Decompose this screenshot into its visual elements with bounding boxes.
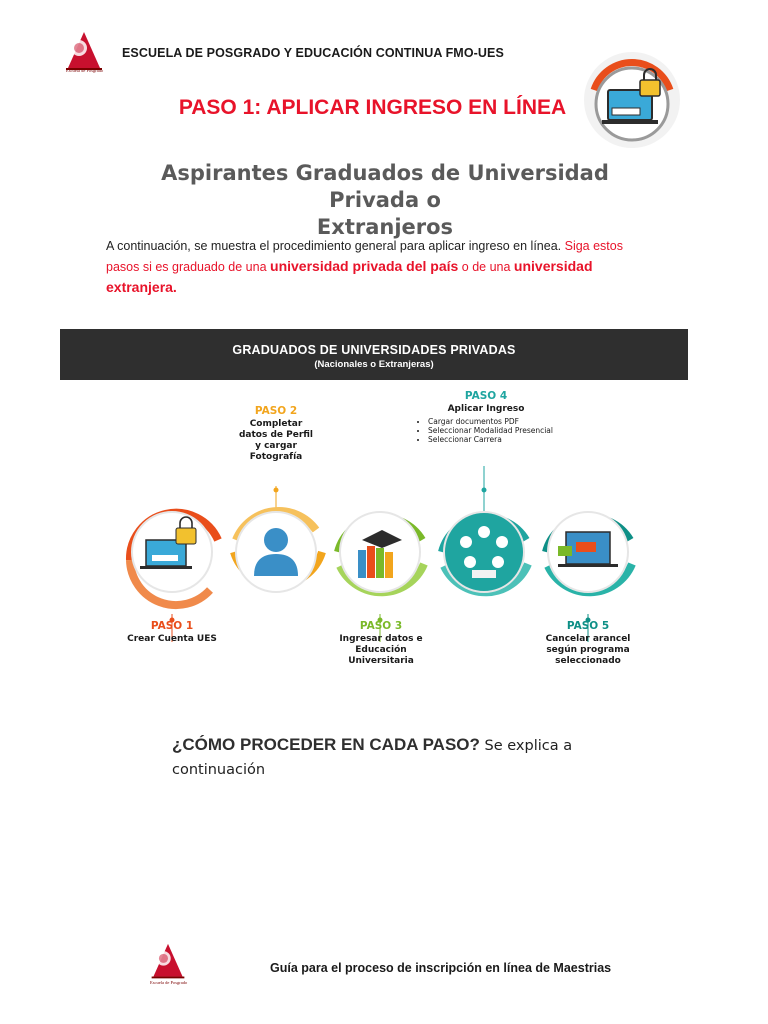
intro-text: A continuación, se muestra el procedimiento general para aplicar ingreso en línea. (106, 239, 565, 253)
logo-caption: Escuela de Posgrado (66, 68, 104, 73)
step-4-title: PASO 4 (464, 390, 508, 402)
footer-logo-caption: Escuela de Posgrado (150, 980, 188, 985)
connector-dot-step-4 (482, 488, 487, 493)
step-4-bullet: • Cargar documentos PDF (428, 417, 556, 426)
section-subtitle (120, 160, 650, 241)
infographic-title: GRADUADOS DE UNIVERSIDADES PRIVADAS (232, 343, 516, 357)
how-to-proceed-heading (172, 733, 592, 782)
step-2-text: Completar datos de Perfil y cargar Fotografía (238, 419, 314, 462)
step-4-bullet: • Seleccionar Carrera (428, 435, 556, 444)
step-4-circle (442, 512, 528, 592)
infographic-subtitle: (Nacionales o Extranjeras) (314, 359, 434, 370)
step-4-bullets (416, 417, 556, 444)
footer-text: Guía para el proceso de inscripción en línea de Maestrias (270, 961, 612, 975)
step-4-bullet: • Seleccionar Modalidad Presencial (428, 426, 556, 435)
step-4-text: Aplicar Ingreso (447, 404, 525, 414)
step-3-circle (338, 512, 424, 592)
step-2-circle (234, 511, 322, 592)
step-1-circle (130, 512, 218, 605)
step-2-label (236, 406, 316, 463)
step-5-label (540, 621, 636, 667)
step-3-text: Ingresar datos e Educación Universitaria (339, 634, 423, 666)
step-4-label (416, 391, 556, 444)
question-bold: ¿CÓMO PROCEDER EN CADA PASO? (172, 735, 480, 754)
step-1-text: Crear Cuenta UES (127, 634, 217, 644)
footer-school-logo (148, 940, 188, 980)
steps-infographic (60, 329, 688, 685)
subtitle-line-2: Extranjeros (316, 215, 454, 239)
intro-instruction: Siga estos pasos si es graduado de una (106, 239, 623, 274)
institution-name: ESCUELA DE POSGRADO Y EDUCACIÓN CONTINUA FMO-UES (122, 46, 504, 60)
infographic-banner (60, 329, 688, 380)
step-5-circle (546, 512, 632, 592)
step-5-text: Cancelar arancel según programa seleccionado (545, 634, 631, 666)
question-rest: Se explica a continuación (172, 738, 573, 778)
subtitle-line-1: Aspirantes Graduados de Universidad Privada o (161, 161, 609, 212)
intro-connector: o de una (458, 260, 514, 274)
step-3-label (336, 621, 426, 667)
step-1-title: PASO 1 (150, 620, 194, 632)
school-logo (62, 28, 106, 72)
step-1-label (122, 621, 222, 645)
page-title: PASO 1: APLICAR INGRESO EN LÍNEA (178, 96, 567, 119)
intro-paragraph (106, 236, 646, 298)
step-2-title: PASO 2 (254, 405, 298, 417)
connector-dot-step-2 (274, 488, 279, 493)
step-3-title: PASO 3 (359, 620, 403, 632)
intro-private-university: universidad privada del país (270, 258, 459, 274)
intro-foreign-university: universidad extranjera. (106, 258, 593, 295)
step-5-title: PASO 5 (566, 620, 610, 632)
